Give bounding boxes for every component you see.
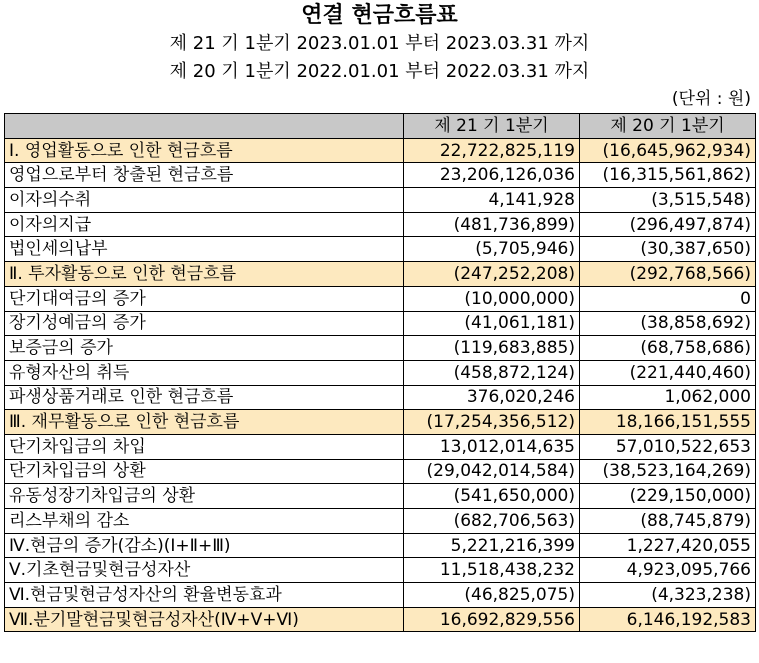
row-label: Ⅲ. 재무활동으로 인한 현금흐름 [5,410,404,435]
table-row [5,138,756,163]
period-prior: 제 20 기 1분기 2022.01.01 부터 2022.03.31 까지 [169,61,590,82]
row-current: 22,722,825,119 [404,138,580,163]
row-prior: (38,523,164,269) [580,459,756,484]
table-row [5,360,756,385]
row-label: 리스부채의 감소 [5,509,404,534]
statement-title: 연결 현금흐름표 [301,3,458,28]
row-prior: (68,758,686) [580,336,756,361]
row-prior: 57,010,522,653 [580,434,756,459]
table-row [5,533,756,558]
table-row [5,237,756,262]
table-row [5,188,756,213]
row-label: Ⅰ. 영업활동으로 인한 현금흐름 [5,138,404,163]
table-row [5,410,756,435]
row-current: 23,206,126,036 [404,163,580,188]
row-prior: (16,645,962,934) [580,138,756,163]
header-prior: 제 20 기 1분기 [580,114,756,139]
row-label: 장기성예금의 증가 [5,311,404,336]
row-label: Ⅴ.기초현금및현금성자산 [5,558,404,583]
row-current: 4,141,928 [404,188,580,213]
table-row [5,385,756,410]
table-row [5,607,756,632]
row-label: Ⅱ. 투자활동으로 인한 현금흐름 [5,262,404,287]
table-row [5,484,756,509]
row-prior: 1,062,000 [580,385,756,410]
row-current: (5,705,946) [404,237,580,262]
row-prior: (296,497,874) [580,212,756,237]
row-prior: (4,323,238) [580,583,756,608]
row-prior: (88,745,879) [580,509,756,534]
unit-label: (단위 : 원) [671,89,751,109]
row-prior: (221,440,460) [580,360,756,385]
table-row [5,583,756,608]
table-row [5,558,756,583]
row-label: 단기차입금의 상환 [5,459,404,484]
table-row [5,434,756,459]
table-row [5,311,756,336]
row-prior: 18,166,151,555 [580,410,756,435]
row-current: 376,020,246 [404,385,580,410]
row-label: 이자의지급 [5,212,404,237]
row-current: (10,000,000) [404,286,580,311]
row-current: (481,736,899) [404,212,580,237]
table-row [5,163,756,188]
row-prior: (3,515,548) [580,188,756,213]
row-current: 5,221,216,399 [404,533,580,558]
row-current: (458,872,124) [404,360,580,385]
row-label: 단기차입금의 차입 [5,434,404,459]
table-row [5,286,756,311]
table-body [5,138,756,632]
row-current: 16,692,829,556 [404,607,580,632]
row-current: (46,825,075) [404,583,580,608]
row-label: Ⅳ.현금의 증가(감소)(Ⅰ+Ⅱ+Ⅲ) [5,533,404,558]
row-current: (29,042,014,584) [404,459,580,484]
row-label: 단기대여금의 증가 [5,286,404,311]
header-current: 제 21 기 1분기 [404,114,580,139]
row-prior: (292,768,566) [580,262,756,287]
row-label: 파생상품거래로 인한 현금흐름 [5,385,404,410]
table-row [5,509,756,534]
table-row [5,212,756,237]
header-item [5,114,404,139]
row-prior: 0 [580,286,756,311]
row-current: (247,252,208) [404,262,580,287]
row-prior: 1,227,420,055 [580,533,756,558]
row-prior: 4,923,095,766 [580,558,756,583]
row-current: (541,650,000) [404,484,580,509]
table-row [5,336,756,361]
table-row [5,262,756,287]
row-label: 유동성장기차입금의 상환 [5,484,404,509]
row-label: 영업으로부터 창출된 현금흐름 [5,163,404,188]
row-label: 보증금의 증가 [5,336,404,361]
row-label: Ⅶ.분기말현금및현금성자산(Ⅳ+Ⅴ+Ⅵ) [5,607,404,632]
table-header-row [5,114,756,139]
row-current: 11,518,438,232 [404,558,580,583]
row-current: (119,683,885) [404,336,580,361]
row-current: (41,061,181) [404,311,580,336]
period-current: 제 21 기 1분기 2023.01.01 부터 2023.03.31 까지 [169,33,590,54]
table-row [5,459,756,484]
row-prior: 6,146,192,583 [580,607,756,632]
cash-flow-table [4,113,756,632]
row-label: 이자의수취 [5,188,404,213]
row-label: 법인세의납부 [5,237,404,262]
row-current: (17,254,356,512) [404,410,580,435]
row-current: (682,706,563) [404,509,580,534]
row-label: Ⅵ.현금및현금성자산의 환율변동효과 [5,583,404,608]
row-prior: (16,315,561,862) [580,163,756,188]
row-current: 13,012,014,635 [404,434,580,459]
row-prior: (229,150,000) [580,484,756,509]
row-prior: (38,858,692) [580,311,756,336]
row-prior: (30,387,650) [580,237,756,262]
row-label: 유형자산의 취득 [5,360,404,385]
